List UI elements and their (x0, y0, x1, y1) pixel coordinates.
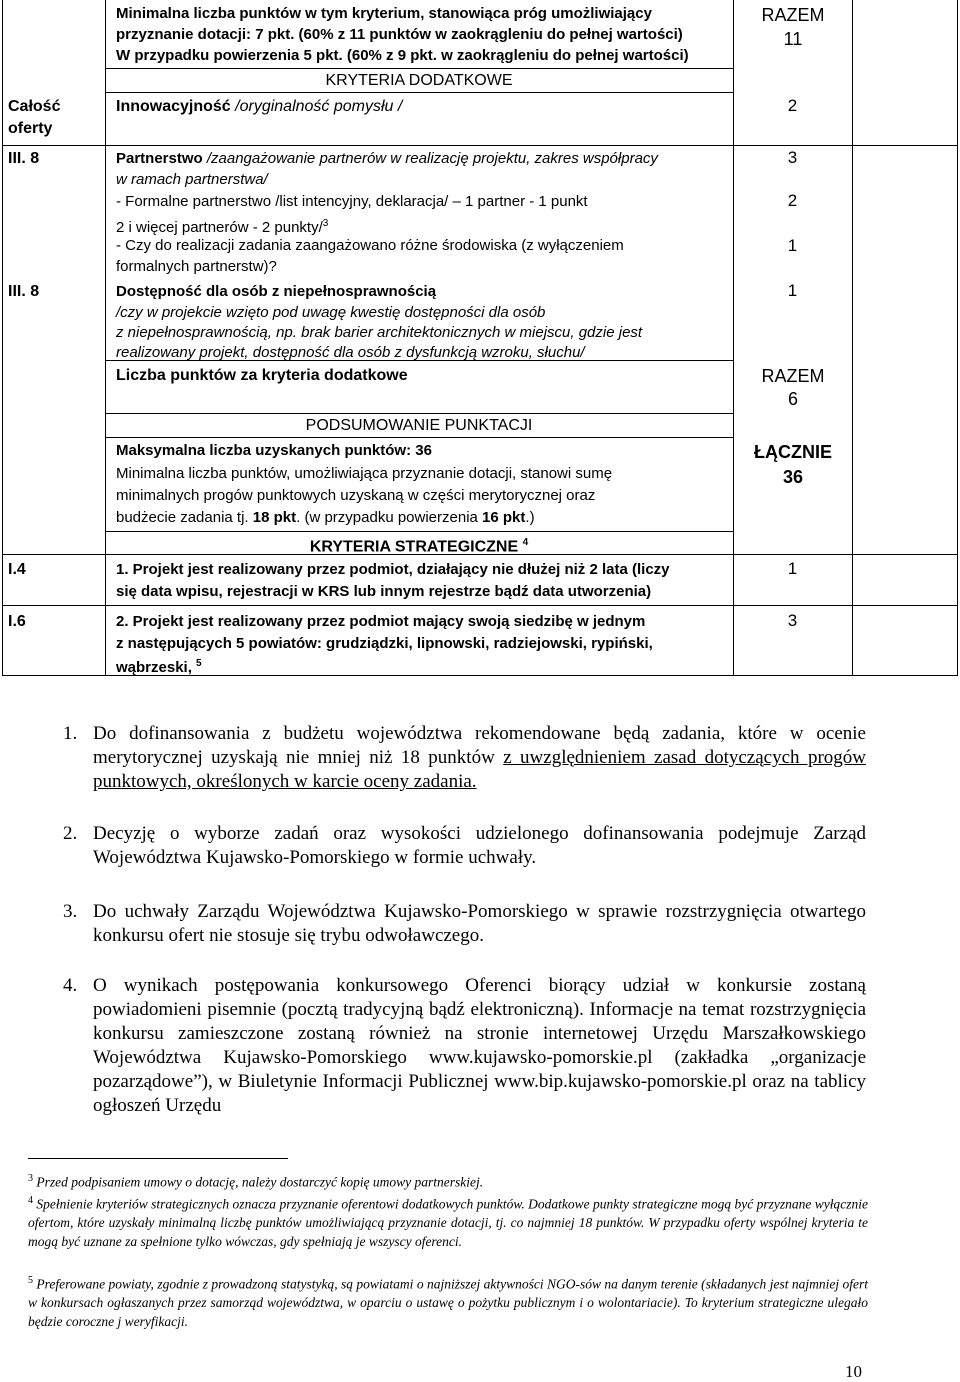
paragraph-number: 3. (63, 901, 78, 922)
footnote-5 (28, 1272, 868, 1331)
partnerstwo-line: - Formalne partnerstwo /list intencyjny, deklaracja/ – 1 partner - 1 punkt (116, 193, 588, 210)
partnerstwo-desc: /zaangażowanie partnerów w realizację projektu, zakres współpracy (206, 150, 658, 167)
intro-line: W przypadku powierzenia 5 pkt. (60% z 9 pkt. w zaokrągleniu do pełnej wartości) (116, 47, 689, 64)
min-line: Minimalna liczba punktów, umożliwiająca przyznanie dotacji, stanowi sumę (116, 465, 613, 482)
row-divider (105, 92, 733, 93)
page-number: 10 (845, 1362, 862, 1381)
row-divider (105, 68, 733, 69)
section-podsumowanie: PODSUMOWANIE PUNKTACJI (305, 417, 533, 434)
footnote-text: Preferowane powiaty, zgodnie z prowadzoną statystyką, są powiatami o najniższej aktywności NGO-sów na danym terenie (składanych jest najmniej ofert w konkursach ogłaszanych przez samorząd województwa, w oparciu o ustawę o pożytku publicznym i o wolontariacie). To kryterium strategiczne ulegało będzie coroczne j weryfikacji. (28, 1276, 868, 1329)
lacznie-label: ŁĄCZNIE (754, 442, 832, 462)
paragraph-3 (63, 900, 866, 948)
partnerstwo-line4: 2 i więcej partnerów - 2 punkty/ (116, 219, 323, 236)
footnote-ref: 3 (322, 218, 329, 229)
label-iii8: III. 8 (8, 150, 40, 167)
razem-label: RAZEM (761, 5, 825, 25)
row-divider (105, 437, 733, 438)
innowacyjnosc-row (116, 96, 402, 117)
i6-line (116, 653, 202, 678)
lacznie-value: 36 (782, 467, 804, 487)
i6-line3: wąbrzeski, (116, 659, 197, 676)
min-line3-e: .) (525, 509, 535, 526)
maks-label: Maksymalna liczba uzyskanych punktów: 36 (116, 442, 432, 459)
label-i4: I.4 (8, 561, 26, 578)
column-divider (733, 0, 734, 676)
intro-line: Minimalna liczba punktów w tym kryterium, stanowiąca próg umożliwiający (116, 5, 652, 22)
i6-score: 3 (787, 611, 798, 630)
i6-line: z następujących 5 powiatów: grudziądzki, lipnowski, radziejowski, rypiński, (116, 635, 653, 652)
razem2-label: RAZEM (761, 366, 825, 386)
footnote-number: 3 (28, 1173, 33, 1184)
paragraph-underlined: z uwzględnieniem zasad dotyczących progów punktowych, określonych w karcie oceny zadania. (93, 747, 866, 792)
column-divider (105, 0, 106, 676)
paragraph-number: 2. (63, 823, 78, 844)
paragraph-text: Decyzję o wyborze zadań oraz wysokości udzielonego dofinansowania podejmuje Zarząd Województwa Kujawsko-Pomorskiego w formie uchwały. (93, 823, 866, 868)
partnerstwo-line: w ramach partnerstwa/ (116, 171, 268, 188)
label-iii8: III. 8 (8, 283, 40, 300)
min-line3-a: budżecie zadania tj. (116, 509, 253, 526)
i4-line: się data wpisu, rejestracji w KRS lub innym rejestrze bądź data utworzenia) (116, 583, 652, 600)
min-line3-d: 16 pkt (482, 509, 526, 526)
i6-line: 2. Projekt jest realizowany przez podmiot mający swoją siedzibę w jednym (116, 613, 646, 630)
innowacyjnosc-score: 2 (787, 96, 798, 115)
row-divider (2, 145, 958, 146)
paragraph-2 (63, 822, 866, 870)
dostepnosc-line: /czy w projekcie wzięto pod uwagę kwestię dostępności dla osób (116, 304, 546, 321)
paragraph-4 (63, 974, 866, 1118)
section-dodatkowe: KRYTERIA DODATKOWE (325, 72, 513, 89)
label-calosc: Całość (8, 98, 61, 115)
paragraph-text: Do dofinansowania z budżetu województwa rekomendowane będą zadania, które w ocenie merytorycznej uzyskają nie mniej niż 18 punktów (93, 723, 866, 768)
footnote-number: 4 (28, 1195, 33, 1206)
partnerstwo-line (116, 148, 658, 169)
row-divider (105, 413, 733, 414)
partnerstwo-score: 1 (787, 236, 798, 255)
dostepnosc-line: realizowany projekt, dostępność dla osób z dysfunkcją wzroku, słuchu/ (116, 344, 585, 361)
i4-line: 1. Projekt jest realizowany przez podmiot, działający nie dłużej niż 2 lata (liczy (116, 561, 670, 578)
paragraph-number: 1. (63, 723, 78, 744)
row-divider (2, 605, 958, 606)
paragraph-1 (63, 722, 866, 794)
label-i6: I.6 (8, 613, 26, 630)
intro-line: przyznanie dotacji: 7 pkt. (60% z 11 punktów w zaokrągleniu do pełnej wartości) (116, 26, 683, 43)
footnote-ref: 4 (522, 537, 529, 548)
partnerstwo-score: 2 (787, 191, 798, 210)
partnerstwo-title: Partnerstwo (116, 150, 207, 167)
razem2-value: 6 (787, 389, 798, 409)
min-line (116, 507, 535, 528)
innowacyjnosc-desc: /oryginalność pomysłu / (235, 98, 403, 115)
partnerstwo-line: - Czy do realizacji zadania zaangażowano różne środowiska (z wyłączeniem (116, 237, 624, 254)
footnote-number: 5 (28, 1275, 33, 1286)
partnerstwo-line: formalnych partnerstw)? (116, 258, 277, 275)
section-strategiczne-label: KRYTERIA STRATEGICZNE (309, 538, 519, 556)
min-line3-c: . (w przypadku powierzenia (296, 509, 483, 526)
innowacyjnosc-title: Innowacyjność (116, 98, 236, 115)
min-line: minimalnych progów punktowych uzyskaną w części merytorycznej oraz (116, 487, 596, 504)
partnerstwo-score: 3 (787, 148, 798, 167)
label-oferty: oferty (8, 120, 53, 137)
min-line3-b: 18 pkt (252, 509, 297, 526)
section-strategiczne (105, 532, 733, 557)
i4-score: 1 (787, 559, 798, 578)
footnote-4 (28, 1192, 868, 1251)
footnote-text: Przed podpisaniem umowy o dotację, należy dostarczyć kopię umowy partnerskiej. (36, 1174, 484, 1190)
footnote-text: Spełnienie kryteriów strategicznych oznacza przyznanie oferentowi dodatkowych punktów. Dodatkowe punkty strategiczne mogą być przyznane wyłącznie ofertom, które uzyskały minimalną liczbę punktów umożliwiającą przyznanie dotacji, tj. co najmniej 18 punktów. W przypadku oferty wspólnej kryteria te mogą być uznane za spełnione tylko wówczas, gdy spełniają je wszyscy oferenci. (28, 1196, 868, 1249)
dostepnosc-line: z niepełnosprawnością, np. brak barier architektonicznych w miejscu, gdzie jest (116, 324, 643, 341)
paragraph-number: 4. (63, 975, 78, 996)
paragraph-text: Do uchwały Zarządu Województwa Kujawsko-Pomorskiego w sprawie rozstrzygnięcia otwartego konkursu ofert nie stosuje się trybu odwoławczego. (93, 901, 866, 946)
footnote-separator (28, 1158, 288, 1159)
liczba-label: Liczba punktów za kryteria dodatkowe (116, 367, 408, 384)
column-divider (852, 0, 853, 676)
paragraph-text: O wynikach postępowania konkursowego Oferenci biorący udział w konkursie zostaną powiadomieni pisemnie (pocztą tradycyjną bądź elektroniczną). Informacje na temat rozstrzygnięcia konkursu zamieszczone zostaną również na stronie internetowej Urzędu Marszałkowskiego Województwa Kujawsko-Pomorskiego www.kujawsko-pomorskie.pl (zakładka „organizacje pozarządowe”), w Biuletynie Informacji Publicznej www.bip.kujawsko-pomorskie.pl oraz na tablicy ogłoszeń Urzędu (93, 975, 866, 1116)
razem-value: 11 (783, 29, 803, 49)
dostepnosc-title: Dostępność dla osób z niepełnosprawnością (116, 283, 437, 300)
dostepnosc-score: 1 (787, 281, 798, 300)
footnote-3 (28, 1170, 868, 1192)
footnote-ref: 5 (196, 658, 202, 669)
